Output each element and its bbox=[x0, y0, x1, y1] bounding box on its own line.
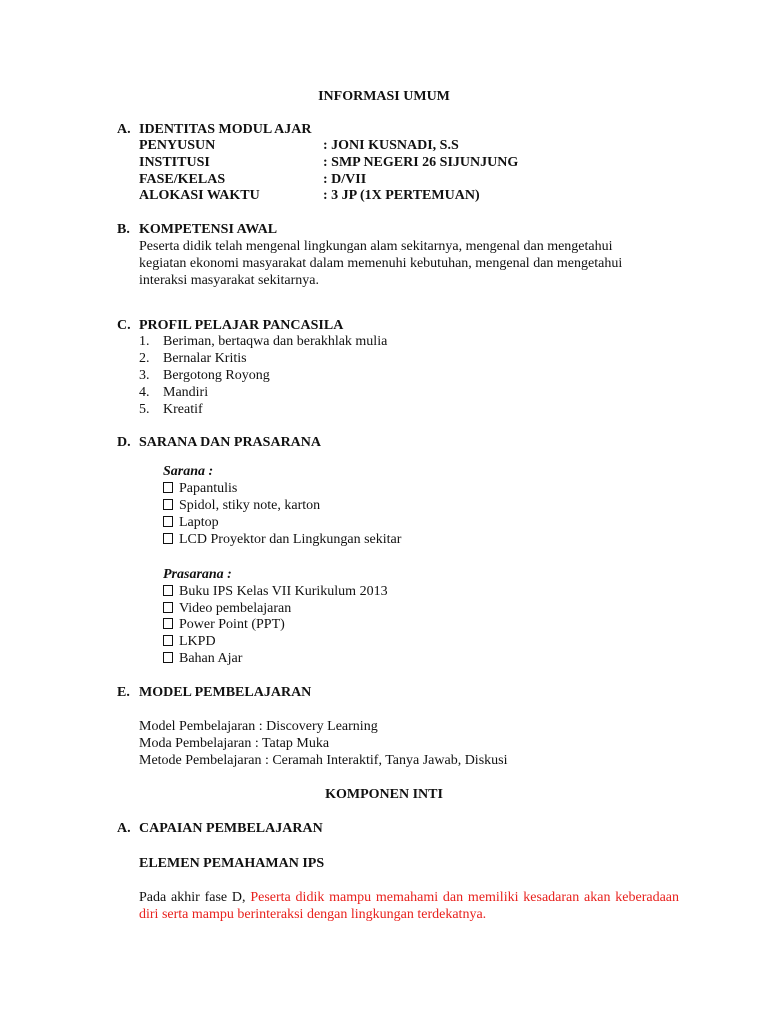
profil-item-number: 5. bbox=[139, 402, 150, 417]
fase-kelas-label: FASE/KELAS bbox=[139, 172, 226, 187]
section-c-letter: C. bbox=[117, 318, 131, 333]
sarana-item: Papantulis bbox=[163, 480, 237, 497]
prasarana-label: Prasarana : bbox=[163, 567, 232, 582]
capaian-lead: Pada akhir fase D, bbox=[139, 890, 246, 905]
info-umum-title: INFORMASI UMUM bbox=[318, 89, 450, 104]
penyusun-value: : JONI KUSNADI, S.S bbox=[323, 138, 459, 153]
section-d-letter: D. bbox=[117, 435, 131, 450]
checkbox-icon bbox=[163, 533, 173, 544]
prasarana-item: Bahan Ajar bbox=[163, 650, 242, 667]
profil-item-number: 2. bbox=[139, 351, 150, 366]
sarana-item: Laptop bbox=[163, 514, 219, 531]
model-line: Model Pembelajaran : Discovery Learning bbox=[139, 719, 378, 734]
checkbox-icon bbox=[163, 652, 173, 663]
section-b-letter: B. bbox=[117, 222, 130, 237]
profil-item: Mandiri bbox=[163, 385, 209, 400]
profil-item: Kreatif bbox=[163, 402, 203, 417]
institusi-value: : SMP NEGERI 26 SIJUNJUNG bbox=[323, 155, 519, 170]
profil-item-number: 3. bbox=[139, 368, 150, 383]
identitas-title: IDENTITAS MODUL AJAR bbox=[139, 122, 312, 137]
penyusun-label: PENYUSUN bbox=[139, 138, 216, 153]
checkbox-icon bbox=[163, 585, 173, 596]
alokasi-waktu-value: : 3 JP (1X PERTEMUAN) bbox=[323, 188, 480, 203]
sarana-prasarana-title: SARANA DAN PRASARANA bbox=[139, 435, 322, 450]
capaian-title: CAPAIAN PEMBELAJARAN bbox=[139, 821, 323, 836]
profil-item-number: 4. bbox=[139, 385, 150, 400]
section-e-letter: E. bbox=[117, 685, 130, 700]
alokasi-waktu-label: ALOKASI WAKTU bbox=[139, 188, 260, 203]
section-a-letter: A. bbox=[117, 122, 131, 137]
prasarana-item: Power Point (PPT) bbox=[163, 616, 285, 633]
prasarana-item: Buku IPS Kelas VII Kurikulum 2013 bbox=[163, 583, 388, 600]
checkbox-icon bbox=[163, 516, 173, 527]
institusi-label: INSTITUSI bbox=[139, 155, 210, 170]
kompetensi-line: kegiatan ekonomi masyarakat dalam memenuhi kebutuhan, mengenal dan mengetahui bbox=[139, 256, 623, 271]
capaian-letter: A. bbox=[117, 821, 131, 836]
elemen-title: ELEMEN PEMAHAMAN IPS bbox=[139, 856, 325, 871]
sarana-item: LCD Proyektor dan Lingkungan sekitar bbox=[163, 531, 401, 548]
checkbox-icon bbox=[163, 602, 173, 613]
profil-item-number: 1. bbox=[139, 334, 150, 349]
moda-line: Moda Pembelajaran : Tatap Muka bbox=[139, 736, 330, 751]
komponen-inti-title: KOMPONEN INTI bbox=[325, 787, 443, 802]
metode-line: Metode Pembelajaran : Ceramah Interaktif, Tanya Jawab, Diskusi bbox=[139, 753, 508, 768]
kompetensi-line: Peserta didik telah mengenal lingkungan alam sekitarnya, mengenal dan mengetahui bbox=[139, 239, 613, 254]
capaian-highlight: Peserta didik mampu memahami dan memiliki kesadaran akan keberadaan diri serta mampu berinteraksi dengan lingkungan terdekatnya. bbox=[139, 890, 679, 922]
prasarana-item: Video pembelajaran bbox=[163, 600, 291, 617]
sarana-label: Sarana : bbox=[163, 464, 214, 479]
model-title: MODEL PEMBELAJARAN bbox=[139, 685, 312, 700]
checkbox-icon bbox=[163, 499, 173, 510]
kompetensi-title: KOMPETENSI AWAL bbox=[139, 222, 278, 237]
checkbox-icon bbox=[163, 635, 173, 646]
kompetensi-line: interaksi masyarakat sekitarnya. bbox=[139, 273, 319, 288]
profil-item: Bergotong Royong bbox=[163, 368, 270, 383]
checkbox-icon bbox=[163, 618, 173, 629]
profil-item: Beriman, bertaqwa dan berakhlak mulia bbox=[163, 334, 388, 349]
profil-item: Bernalar Kritis bbox=[163, 351, 247, 366]
checkbox-icon bbox=[163, 482, 173, 493]
fase-kelas-value: : D/VII bbox=[323, 172, 367, 187]
capaian-paragraph bbox=[139, 889, 679, 923]
profil-title: PROFIL PELAJAR PANCASILA bbox=[139, 318, 344, 333]
prasarana-item: LKPD bbox=[163, 633, 216, 650]
sarana-item: Spidol, stiky note, karton bbox=[163, 497, 320, 514]
